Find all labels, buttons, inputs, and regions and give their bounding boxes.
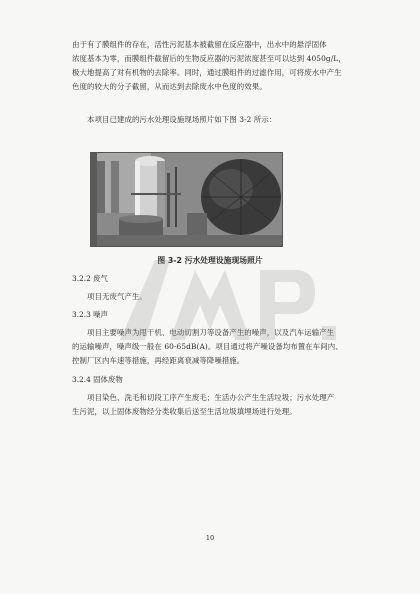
text-line: 由于有了膜组件的存在，活性污泥基本被截留在反应器中，出水中的悬浮固体 bbox=[72, 40, 327, 49]
intro-paragraph bbox=[72, 38, 348, 94]
gas-paragraph: 项目无废气产生。 bbox=[87, 292, 147, 301]
site-photo bbox=[90, 152, 283, 247]
figure-caption: 图 3-2 污水处理设施现场照片 bbox=[157, 256, 263, 265]
text-line: 色度的较大的分子截留，从而达到去除废水中色度的效果。 bbox=[72, 82, 267, 91]
text-line: 项目染色、洗毛和切段工序产生废毛；生活办公产生生活垃圾；污水处理产 bbox=[87, 393, 335, 402]
photo-intro-paragraph: 本项目已建成的污水处理设施现场照片如下图 3-2 所示： bbox=[87, 115, 277, 124]
noise-paragraph bbox=[72, 326, 348, 368]
text-line: 生污泥，以上固体废物经分类收集后送至生活垃圾填埋场进行处理。 bbox=[72, 407, 297, 416]
text-line: 极大地提高了对有机物的去除率。同时，通过膜组件的过滤作用，可将废水中产生 bbox=[72, 68, 342, 77]
section-heading-noise: 3.2.3 噪声 bbox=[72, 310, 108, 319]
text-line: 控制厂区内车速等措施，再经距离衰减等降噪措施。 bbox=[72, 356, 245, 365]
text-line: 的运输噪声，噪声级一般在 60-65dB(A)。项目通过将产噪设备均布置在车间内、 bbox=[72, 342, 343, 351]
site-photo-image bbox=[91, 153, 282, 246]
text-line: 浓度基本为零，而膜组件截留后的生物反应器的污泥浓度甚至可以达到 4050g/L， bbox=[72, 54, 346, 63]
section-heading-gas: 3.2.2 废气 bbox=[72, 274, 108, 283]
solid-waste-paragraph bbox=[72, 391, 348, 419]
page-number: 10 bbox=[205, 534, 215, 542]
text-line: 项目主要噪声为甩干机、电动切割刀等设备产生的噪声，以及汽车运输产生 bbox=[87, 328, 335, 337]
section-heading-solid-waste: 3.2.4 固体废物 bbox=[72, 375, 123, 384]
